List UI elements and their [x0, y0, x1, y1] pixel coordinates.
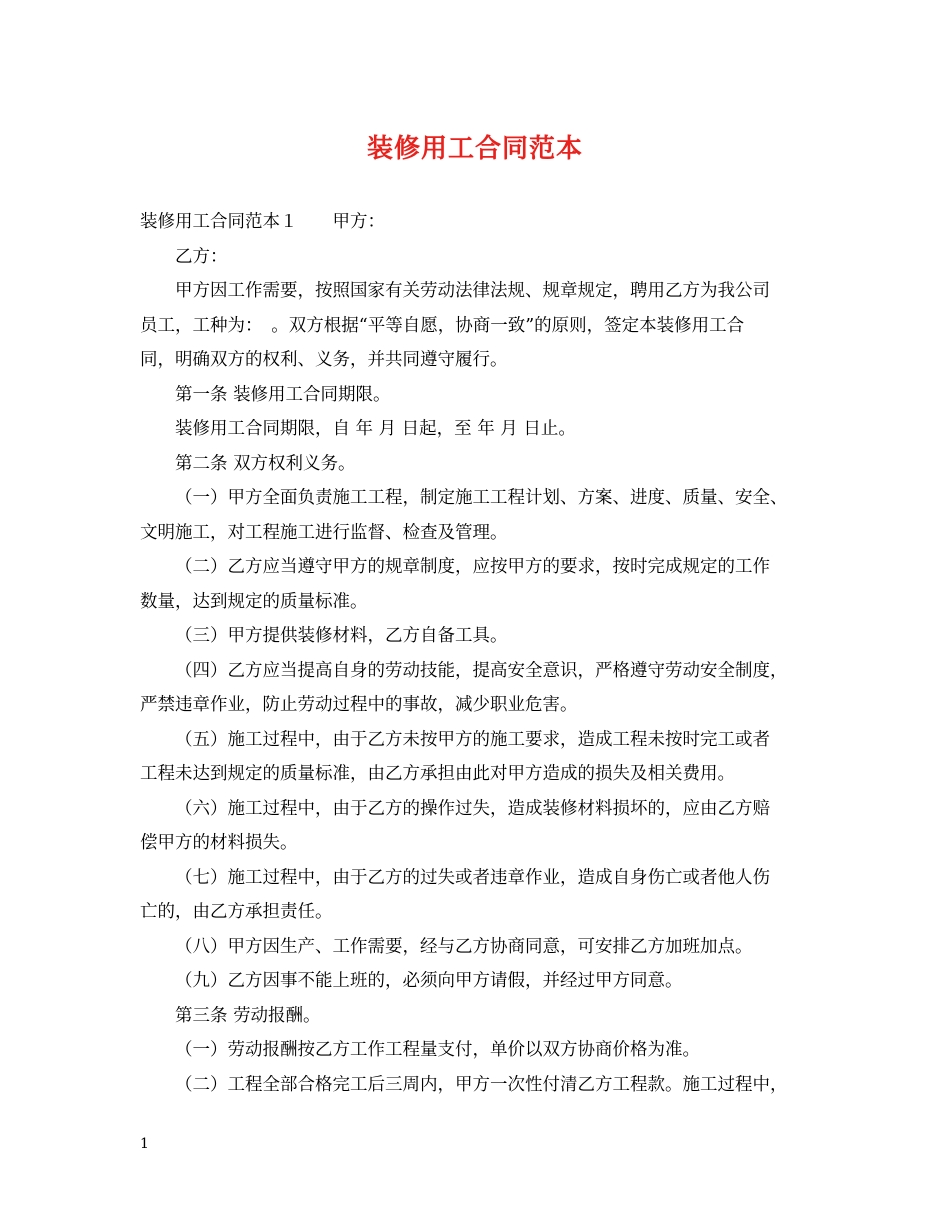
text-line: 第二条 双方权利义务。: [175, 453, 356, 474]
text-line: 第三条 劳动报酬。: [175, 1005, 321, 1026]
text-line: 装修用工合同期限，自 年 月 日起，至 年 月 日止。: [175, 419, 576, 439]
text-line: 甲方因工作需要，按照国家有关劳动法律法规、规章规定，聘用乙方为我公司: [175, 281, 770, 301]
text-line: 亡的，由乙方承担责任。: [140, 902, 333, 922]
document-title: 装修用工合同范本: [366, 134, 583, 164]
text-line: （一）劳动报酬按乙方工作工程量支付，单价以双方协商价格为准。: [175, 1040, 700, 1060]
text-line: 同，明确双方的权利、义务，并共同遵守履行。: [140, 350, 508, 370]
text-line: 第一条 装修用工合同期限。: [175, 384, 391, 405]
text-line: 乙方：: [175, 246, 228, 267]
text-line: 文明施工，对工程施工进行监督、检查及管理。: [140, 522, 508, 543]
text-line: 装修用工合同范本１ 甲方：: [140, 212, 385, 232]
text-line: （二）工程全部合格完工后三周内，甲方一次性付清乙方工程款。施工过程中，: [175, 1074, 788, 1095]
text-line: 工程未达到规定的质量标准，由乙方承担由此对甲方造成的损失及相关费用。: [140, 764, 735, 784]
text-line: 偿甲方的材料损失。: [140, 833, 298, 853]
text-line: 数量，达到规定的质量标准。: [140, 591, 368, 612]
text-line: （一）甲方全面负责施工工程，制定施工工程计划、方案、进度、质量、安全、: [175, 488, 788, 508]
text-line: （八）甲方因生产、工作需要，经与乙方协商同意，可安排乙方加班加点。: [175, 936, 753, 957]
text-line: （九）乙方因事不能上班的，必须向甲方请假，并经过甲方同意。: [175, 971, 683, 991]
text-line: （三）甲方提供装修材料，乙方自备工具。: [175, 626, 508, 646]
text-line: （五）施工过程中，由于乙方未按甲方的施工要求，造成工程未按时完工或者: [175, 729, 770, 750]
text-line: （二）乙方应当遵守甲方的规章制度，应按甲方的要求，按时完成规定的工作: [175, 557, 770, 577]
text-line: （四）乙方应当提高自身的劳动技能，提高安全意识，严格遵守劳动安全制度，: [175, 660, 788, 681]
document-body: [140, 205, 840, 1102]
page-number: 1: [140, 1136, 149, 1152]
text-line: （七）施工过程中，由于乙方的过失或者违章作业，造成自身伤亡或者他人伤: [175, 867, 770, 888]
text-line: 严禁违章作业，防止劳动过程中的事故，减少职业危害。: [140, 695, 578, 715]
text-line: 员工，工种为： 。双方根据“平等自愿，协商一致”的原则，签定本装修用工合: [140, 315, 745, 336]
text-line: （六）施工过程中，由于乙方的操作过失，造成装修材料损坏的，应由乙方赔: [175, 798, 770, 819]
